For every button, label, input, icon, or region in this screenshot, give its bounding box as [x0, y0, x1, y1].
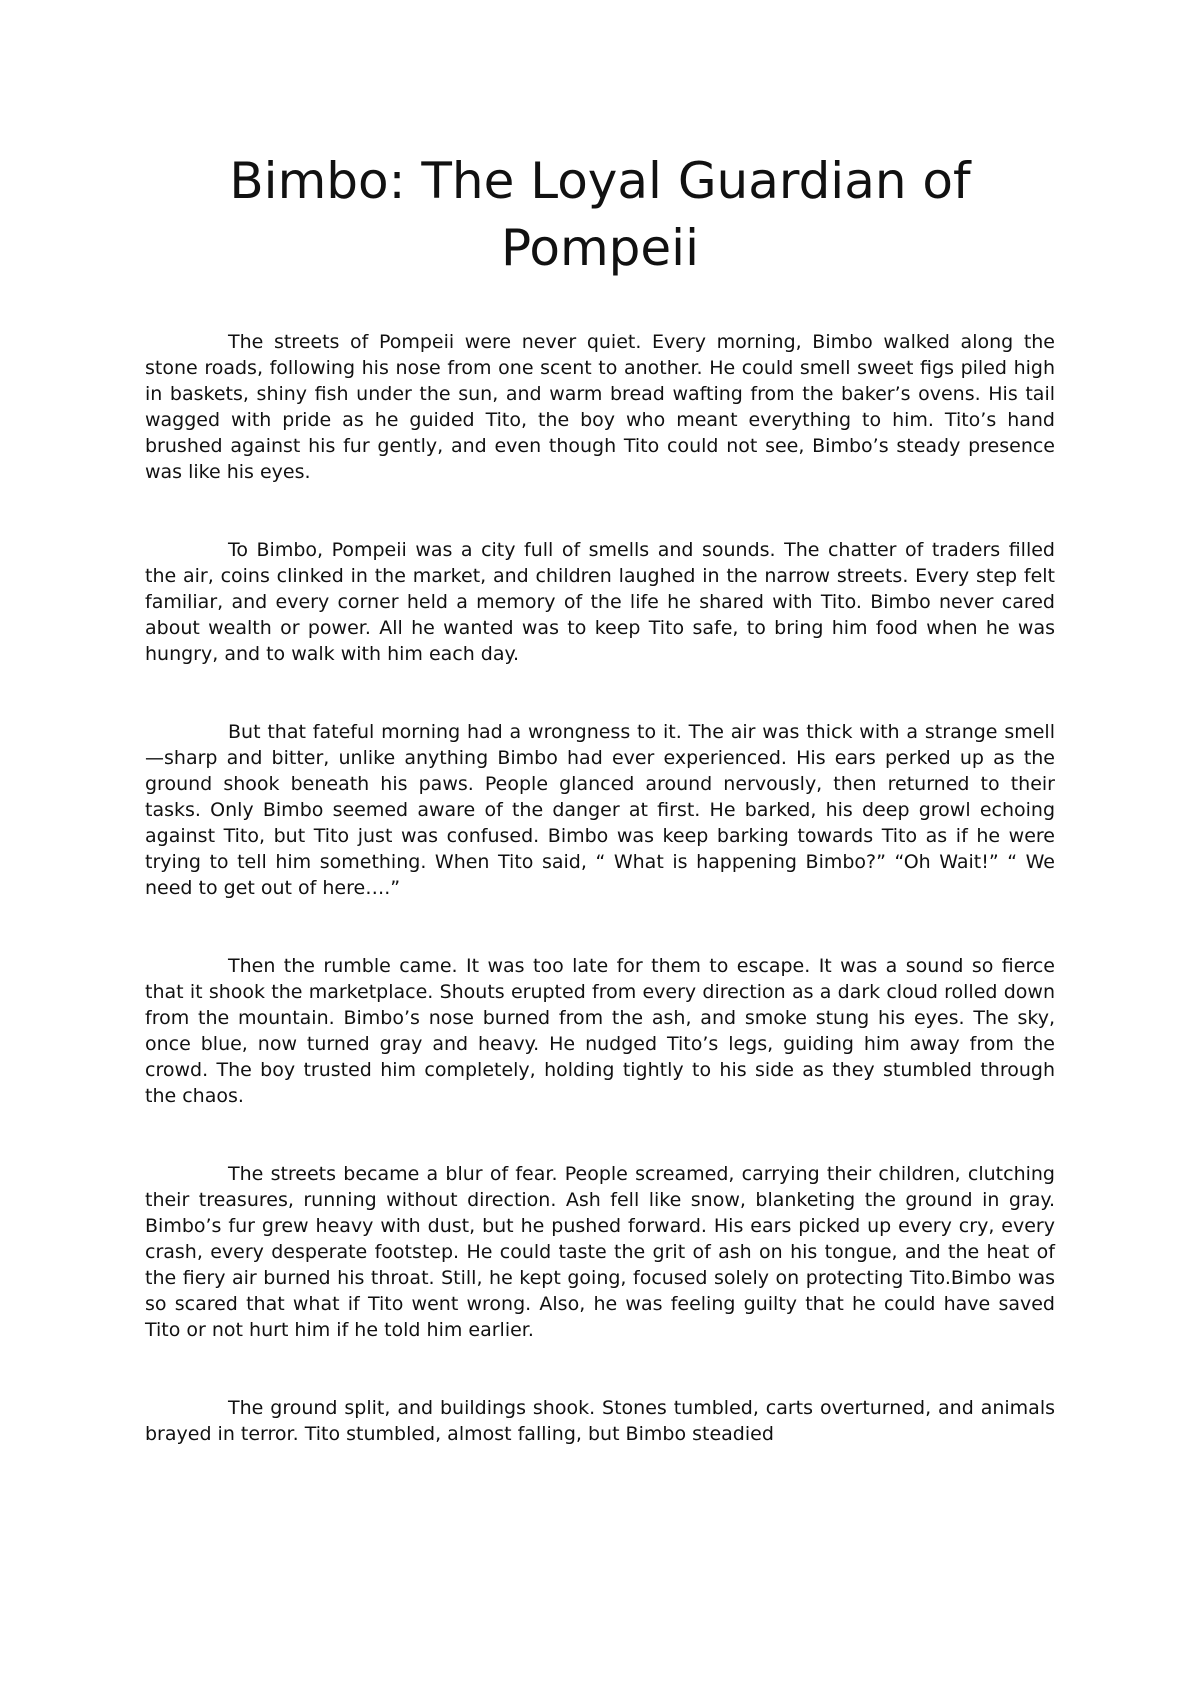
paragraph-2: To Bimbo, Pompeii was a city full of smells and sounds. The chatter of traders filled the air, coins clinked in the market, and children laughed in the narrow streets. Every step felt familiar, and every corner held a memory of the life he shared with Tito. Bimbo never cared about wealth or power. All he wanted was to keep Tito safe, to bring him food when he was hungry, and to walk with him each day. — [145, 539, 1055, 665]
document-body — [145, 329, 1055, 1499]
document-title: Bimbo: The Loyal Guardian of Pompeii — [229, 152, 971, 277]
paragraph-5: The streets became a blur of fear. People screamed, carrying their children, clutching their treasures, running without direction. Ash fell like snow, blanketing the ground in gray. Bimbo’s fur grew heavy with dust, but he pushed forward. His ears picked up every cry, every crash, every desperate footstep. He could taste the grit of ash on his tongue, and the heat of the fiery air burned his throat. Still, he kept going, focused solely on protecting Tito.Bimbo was so scared that what if Tito went wrong. Also, he was feeling guilty that he could have saved Tito or not hurt him if he told him earlier. — [145, 1163, 1055, 1341]
paragraph-4: Then the rumble came. It was too late for them to escape. It was a sound so fierce that it shook the marketplace. Shouts erupted from every direction as a dark cloud rolled down from the mountain. Bimbo’s nose burned from the ash, and smoke stung his eyes. The sky, once blue, now turned gray and heavy. He nudged Tito’s legs, guiding him away from the crowd. The boy trusted him completely, holding tightly to his side as they stumbled through the chaos. — [145, 955, 1055, 1107]
paragraph-3: But that fateful morning had a wrongness to it. The air was thick with a strange smell—sharp and bitter, unlike anything Bimbo had ever experienced. His ears perked up as the ground shook beneath his paws. People glanced around nervously, then returned to their tasks. Only Bimbo seemed aware of the danger at first. He barked, his deep growl echoing against Tito, but Tito just was confused. Bimbo was keep barking towards Tito as if he were trying to tell him something. When Tito said, “ What is happening Bimbo?” “Oh Wait!” “ We need to get out of here….” — [145, 721, 1055, 899]
paragraph-1: The streets of Pompeii were never quiet. Every morning, Bimbo walked along the stone roads, following his nose from one scent to another. He could smell sweet figs piled high in baskets, shiny fish under the sun, and warm bread wafting from the baker’s ovens. His tail wagged with pride as he guided Tito, the boy who meant everything to him. Tito’s hand brushed against his fur gently, and even though Tito could not see, Bimbo’s steady presence was like his eyes. — [145, 331, 1055, 483]
paragraph-6: The ground split, and buildings shook. Stones tumbled, carts overturned, and animals brayed in terror. Tito stumbled, almost falling, but Bimbo steadied — [145, 1397, 1055, 1445]
